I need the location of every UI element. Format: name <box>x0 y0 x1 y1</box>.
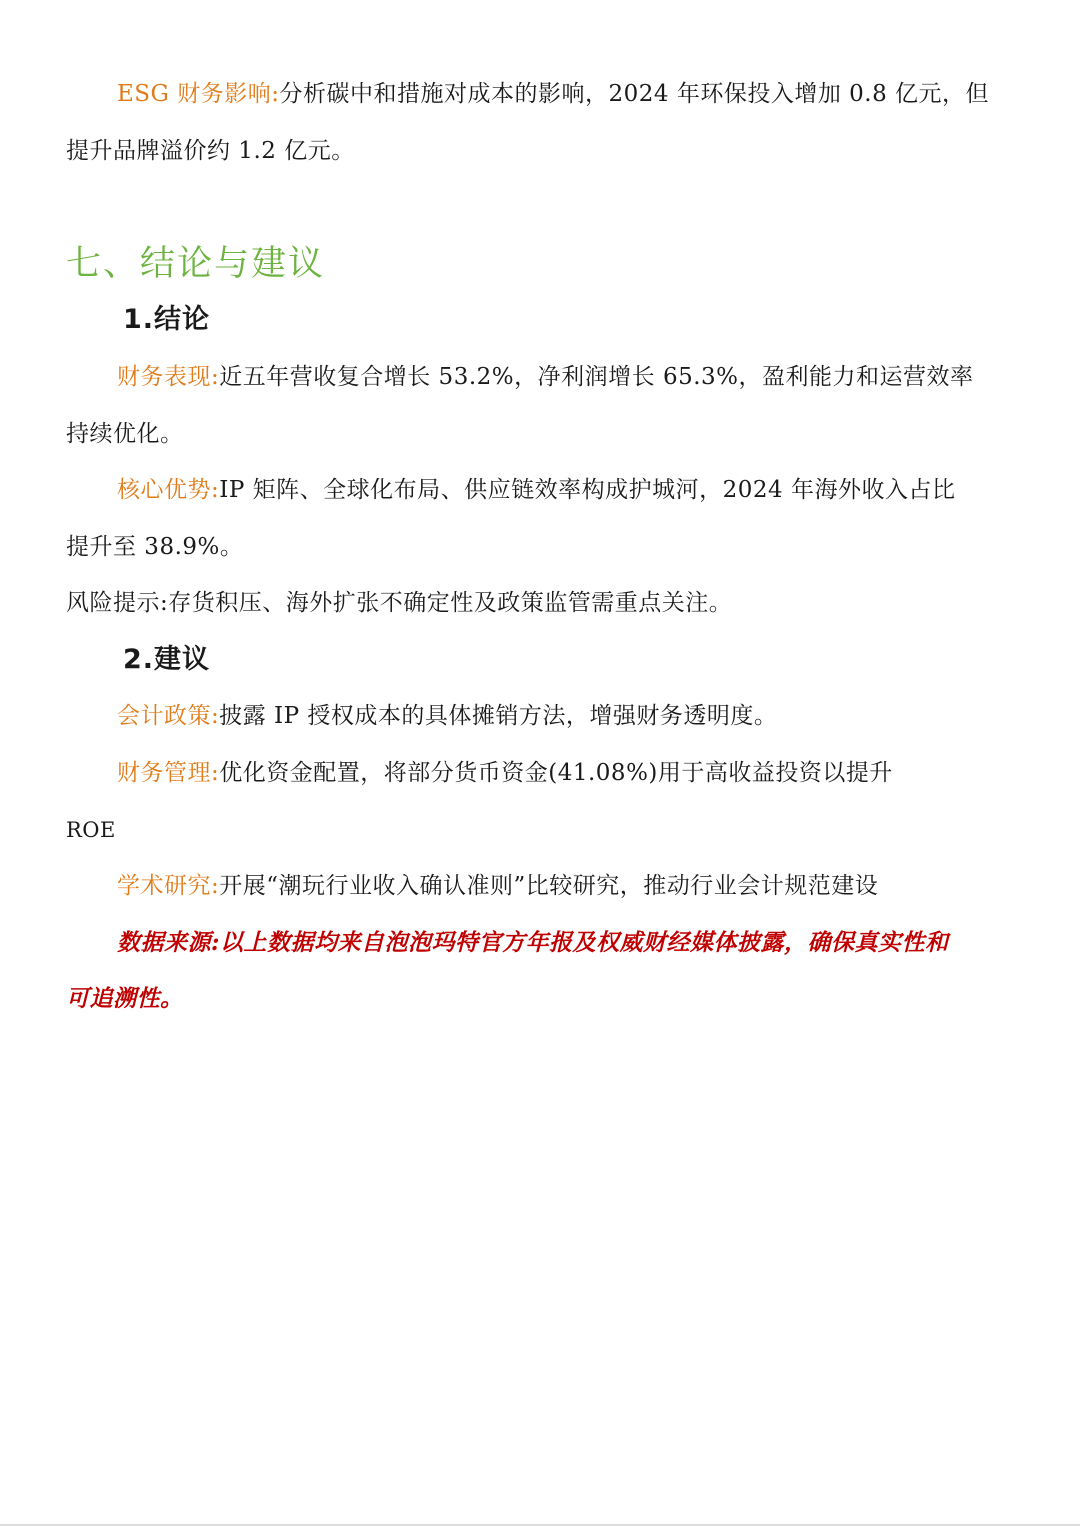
financial-text-line-2: 持续优化。 <box>66 421 184 447</box>
financial-paragraph-line-1 <box>117 361 974 393</box>
core-label: 核心优势: <box>117 477 220 503</box>
academic-label: 学术研究: <box>117 873 220 899</box>
data-source-line-2: 可追溯性。 <box>66 985 184 1012</box>
core-paragraph-line-1 <box>117 474 955 506</box>
finance-label: 财务管理: <box>117 760 220 786</box>
core-text-line-1: IP 矩阵、全球化布局、供应链效率构成护城河，2024 年海外收入占比 <box>219 477 956 503</box>
academic-paragraph <box>117 870 878 902</box>
esg-label: ESG 财务影响: <box>117 81 280 107</box>
esg-text-line-1: 分析碳中和措施对成本的影响，2024 年环保投入增加 0.8 亿元，但 <box>279 81 990 107</box>
finance-paragraph-line-1 <box>117 757 893 789</box>
conclusion-heading: 1.结论 <box>123 304 211 335</box>
risk-text: 风险提示:存货积压、海外扩张不确定性及政策监管需重点关注。 <box>66 590 733 616</box>
data-source-line-1: 数据来源:以上数据均来自泡泡玛特官方年报及权威财经媒体披露，确保真实性和 <box>117 929 949 956</box>
core-text-line-2: 提升至 38.9%。 <box>66 534 244 560</box>
section-title: 七、结论与建议 <box>66 244 326 284</box>
finance-text-line-2: ROE <box>66 818 116 842</box>
esg-text-line-2: 提升品牌溢价约 1.2 亿元。 <box>66 138 355 164</box>
page-bottom-divider <box>0 1524 1080 1526</box>
academic-text: 开展“潮玩行业收入确认准则”比较研究，推动行业会计规范建设 <box>219 873 879 899</box>
finance-text-line-1: 优化资金配置，将部分货币资金(41.08%)用于高收益投资以提升 <box>219 760 893 786</box>
esg-paragraph-line-1 <box>117 78 989 110</box>
accounting-paragraph <box>117 700 777 732</box>
accounting-text: 披露 IP 授权成本的具体摊销方法，增强财务透明度。 <box>219 703 778 729</box>
financial-text-line-1: 近五年营收复合增长 53.2%，净利润增长 65.3%，盈利能力和运营效率 <box>219 364 974 390</box>
suggestion-heading: 2.建议 <box>123 644 211 675</box>
accounting-label: 会计政策: <box>117 703 220 729</box>
financial-label: 财务表现: <box>117 364 220 390</box>
